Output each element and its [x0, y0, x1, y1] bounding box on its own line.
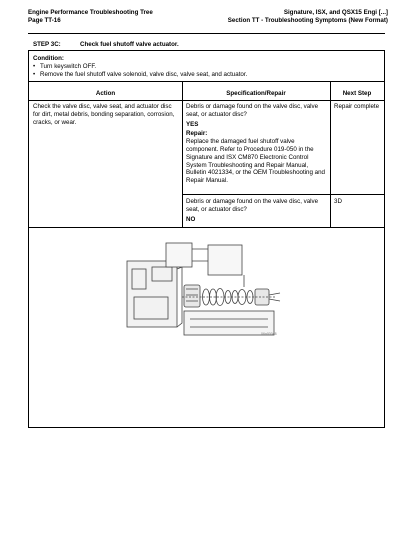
column-divider	[182, 81, 183, 227]
column-header-spec: Specification/Repair	[226, 90, 286, 97]
figure-code: 06a00048	[261, 332, 277, 336]
condition-block	[33, 55, 247, 78]
table-rule	[182, 194, 384, 195]
header-divider	[28, 33, 385, 34]
answer-no: NO	[186, 215, 196, 223]
action-text: Check the valve disc, valve seat, and actuator disc for dirt, metal debris, bonding separation, corrosion, cracks, or wear.	[33, 103, 175, 126]
manual-title: Engine Performance Troubleshooting Tree	[28, 9, 153, 16]
page-header-right	[228, 9, 388, 24]
table-rule	[29, 227, 384, 228]
fuel-shutoff-valve-illustration	[124, 239, 284, 339]
page-header-left	[28, 9, 153, 24]
step-title: Check fuel shutoff valve actuator.	[80, 41, 179, 48]
condition-label: Condition:	[33, 55, 64, 62]
repair-text: Replace the damaged fuel shutoff valve component. Refer to Procedure 019-050 in the Signature and ISX CM870 Electronic Control System Troubleshooting and Repair Manual, Bulletin 4021334, or the OEM Troubleshooting and Repair Manual.	[186, 138, 325, 185]
spec-cell-yes	[186, 103, 327, 185]
step-table	[28, 50, 385, 428]
step-number: STEP 3C:	[33, 41, 61, 48]
page-number: Page TT-16	[28, 16, 61, 24]
spec-cell-no	[186, 198, 327, 223]
column-header-next: Next Step	[342, 90, 372, 97]
spec-question: Debris or damage found on the valve disc, valve seat, or actuator disc?	[186, 198, 319, 213]
condition-item: • Turn keyswitch OFF.	[33, 63, 247, 71]
column-header-action: Action	[95, 90, 116, 97]
next-step-no: 3D	[334, 198, 342, 205]
engine-title: Signature, ISX, and QSX15 Engi [...]	[283, 9, 388, 16]
next-step-yes: Repair complete	[334, 103, 380, 110]
answer-yes: YES	[186, 120, 199, 128]
column-divider	[330, 81, 331, 227]
condition-item: • Remove the fuel shutoff valve solenoid, valve disc, valve seat, and actuator.	[33, 71, 247, 79]
section-title: Section TT - Troubleshooting Symptoms (New Format)	[227, 16, 388, 24]
repair-label: Repair:	[186, 130, 208, 138]
spec-question: Debris or damage found on the valve disc, valve seat, or actuator disc?	[186, 103, 319, 118]
